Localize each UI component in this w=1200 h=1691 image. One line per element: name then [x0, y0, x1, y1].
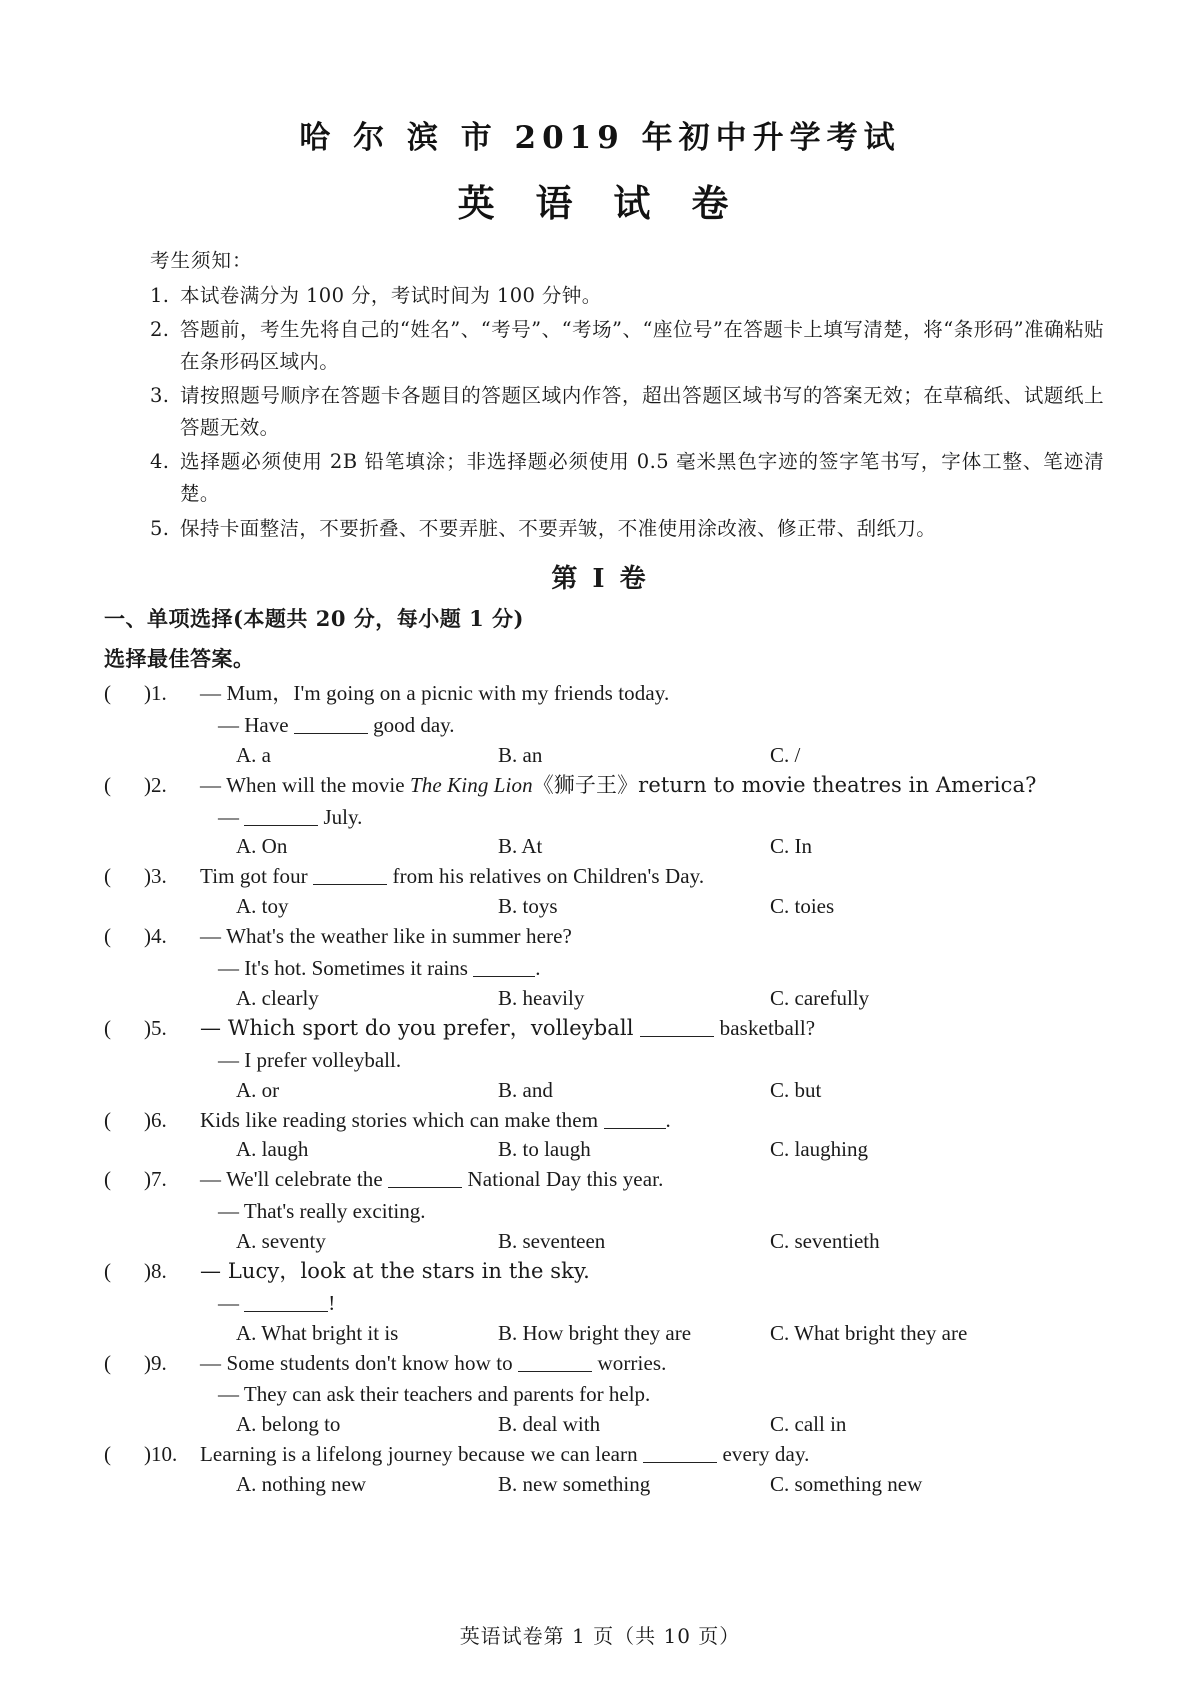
option-c[interactable]: C. toies — [770, 894, 835, 919]
answer-bracket-left[interactable]: ( — [104, 1167, 111, 1192]
answer-blank[interactable] — [388, 1166, 462, 1188]
question-item — [0, 1257, 1200, 1346]
question-stem-part: every day. — [717, 1442, 810, 1467]
option-c[interactable]: C. / — [770, 742, 801, 767]
question-item — [0, 771, 1200, 860]
option-row — [236, 1229, 1200, 1254]
question-stem-part: — That's really exciting. — [218, 1199, 426, 1224]
answer-bracket-left[interactable]: ( — [104, 1258, 111, 1283]
option-row — [236, 1137, 1200, 1162]
question-stem — [200, 1440, 1200, 1470]
answer-bracket-right: )10. — [144, 1442, 178, 1467]
option-a[interactable]: A. or — [236, 1077, 280, 1102]
question-stem-line2 — [218, 1289, 1200, 1319]
notice-item — [150, 446, 1104, 509]
answer-bracket-left[interactable]: ( — [104, 772, 111, 797]
notice-item-text: 请按照题号顺序在答题卡各题目的答题区域内作答，超出答题区域书写的答案无效；在草稿纸、试题纸上答题无效。 — [180, 384, 1104, 439]
option-a[interactable]: A. belong to — [236, 1412, 341, 1437]
notice-item-number: 3. — [150, 384, 170, 408]
question-stem-part: National Day this year. — [462, 1167, 664, 1192]
option-row — [236, 743, 1200, 768]
question-item — [0, 1106, 1200, 1163]
option-row — [236, 894, 1200, 919]
option-b[interactable]: B. an — [498, 742, 543, 767]
question-stem-part: worries. — [592, 1350, 667, 1375]
notice-item-text: 答题前，考生先将自己的“姓名”、“考号”、“考场”、“座位号”在答题卡上填写清楚，将“条形码”准确粘贴在条形码区域内。 — [180, 318, 1104, 373]
answer-blank[interactable] — [313, 863, 387, 885]
option-c[interactable]: C. but — [770, 1077, 822, 1102]
answer-blank[interactable] — [643, 1441, 717, 1463]
question-stem — [200, 1106, 1200, 1136]
question-stem-part: — I prefer volleyball. — [218, 1047, 402, 1072]
notice-item — [150, 513, 1104, 545]
question-stem-part: 《狮子王》return to movie theatres in America? — [532, 772, 1037, 797]
answer-bracket-left[interactable]: ( — [104, 681, 111, 706]
answer-blank[interactable] — [244, 1290, 328, 1312]
answer-bracket-left[interactable]: ( — [104, 1442, 111, 1467]
question-stem-part: July. — [318, 804, 363, 829]
question-stem: — What's the weather like in summer here? — [200, 924, 572, 949]
option-a[interactable]: A. clearly — [236, 985, 319, 1010]
option-a[interactable]: A. toy — [236, 894, 289, 919]
question-stem — [200, 1349, 1200, 1379]
notice-item — [150, 280, 1104, 312]
question-stem-part: Kids like reading stories which can make them — [200, 1107, 604, 1132]
question-list — [0, 679, 1200, 1497]
question-item — [0, 922, 1200, 1011]
question-stem-line2 — [218, 711, 1200, 741]
notice-item — [150, 380, 1104, 443]
question-stem-line2 — [218, 1380, 1200, 1410]
notice-item-number: 4. — [150, 450, 170, 474]
option-row — [236, 1321, 1200, 1346]
option-b[interactable]: B. new something — [498, 1472, 651, 1497]
question-stem-line2 — [218, 803, 1200, 833]
option-a[interactable]: A. laugh — [236, 1137, 309, 1162]
option-b[interactable]: B. to laugh — [498, 1137, 591, 1162]
question-stem-part: — It's hot. Sometimes it rains — [218, 956, 474, 981]
question-item — [0, 862, 1200, 919]
option-c[interactable]: C. laughing — [770, 1137, 868, 1162]
notice-item-text: 本试卷满分为 100 分，考试时间为 100 分钟。 — [180, 283, 602, 307]
question-stem-part: — Have — [218, 713, 294, 738]
option-c[interactable]: C. In — [770, 834, 812, 859]
question-stem-part: ! — [328, 1290, 336, 1315]
question-stem-part: — When will the movie — [200, 772, 411, 797]
option-row — [236, 1412, 1200, 1437]
answer-bracket-right: )8. — [144, 1258, 167, 1283]
answer-blank[interactable] — [294, 712, 368, 734]
question-stem-part: from his relatives on Children's Day. — [387, 864, 705, 889]
page-footer: 英语试卷第 1 页（共 10 页） — [459, 1624, 741, 1648]
option-b[interactable]: B. At — [498, 834, 543, 859]
question-stem-line2 — [218, 1046, 1200, 1076]
section-instruction: 选择最佳答案。 — [104, 646, 255, 672]
question-stem-line2 — [218, 954, 1200, 984]
question-item — [0, 1014, 1200, 1103]
answer-bracket-right: )5. — [144, 1015, 167, 1040]
option-b[interactable]: B. seventeen — [498, 1228, 606, 1253]
page-subtitle: 英 语 试 卷 — [457, 181, 743, 225]
option-b[interactable]: B. deal with — [498, 1412, 601, 1437]
notice-block — [150, 245, 1104, 544]
answer-blank[interactable] — [640, 1015, 714, 1037]
question-stem — [200, 1165, 1200, 1195]
notice-heading: 考生须知： — [150, 249, 253, 272]
page-title: 哈 尔 滨 市 2019 年初中升学考试 — [299, 120, 901, 156]
notice-item-text: 选择题必须使用 2B 铅笔填涂；非选择题必须使用 0.5 毫米黑色字迹的签字笔书写，字体工整、笔迹清楚。 — [180, 450, 1104, 506]
answer-blank[interactable] — [518, 1350, 592, 1372]
notice-item-text: 保持卡面整洁，不要折叠、不要弄脏、不要弄皱，不准使用涂改液、修正带、刮纸刀。 — [180, 516, 937, 540]
answer-bracket-right: )6. — [144, 1107, 167, 1132]
option-a[interactable]: A. seventy — [236, 1228, 326, 1253]
question-stem-part: . — [665, 1107, 671, 1132]
question-stem-part: basketball? — [714, 1015, 816, 1040]
notice-item-number: 2. — [150, 318, 170, 342]
option-row — [236, 986, 1200, 1011]
question-stem-part: — Some students don't know how to — [200, 1350, 519, 1375]
answer-blank[interactable] — [473, 955, 535, 977]
answer-blank[interactable] — [244, 804, 318, 826]
question-item — [0, 1440, 1200, 1497]
answer-bracket-right: )4. — [144, 924, 167, 949]
option-a[interactable]: A. a — [236, 742, 271, 767]
question-stem — [200, 1014, 1200, 1044]
notice-item — [150, 314, 1104, 377]
question-item — [0, 1349, 1200, 1438]
question-stem-part: Learning is a lifelong journey because we can learn — [200, 1442, 644, 1467]
option-c[interactable]: C. something new — [770, 1472, 923, 1497]
answer-bracket-left[interactable]: ( — [104, 864, 111, 889]
answer-bracket-right: )2. — [144, 772, 167, 797]
section-heading-part-one: 一、单项选择(本题共 20 分，每小题 1 分) — [104, 606, 524, 632]
question-stem-part: — — [218, 1290, 245, 1315]
answer-bracket-left[interactable]: ( — [104, 1015, 111, 1040]
option-a[interactable]: A. On — [236, 834, 288, 859]
answer-bracket-right: )7. — [144, 1167, 167, 1192]
option-row — [236, 1078, 1200, 1103]
answer-bracket-right: )3. — [144, 864, 167, 889]
question-stem-part: . — [535, 956, 541, 981]
answer-bracket-right: )1. — [144, 681, 167, 706]
question-item — [0, 1165, 1200, 1254]
question-stem-part: — They can ask their teachers and parents for help. — [218, 1382, 651, 1407]
question-stem-part: — We'll celebrate the — [200, 1167, 389, 1192]
question-stem: — Lucy，look at the stars in the sky. — [200, 1258, 590, 1283]
option-c[interactable]: C. seventieth — [770, 1228, 880, 1253]
answer-bracket-right: )9. — [144, 1350, 167, 1375]
option-a[interactable]: A. What bright it is — [236, 1320, 399, 1345]
question-stem — [200, 771, 1200, 801]
notice-item-number: 5. — [150, 516, 170, 540]
answer-bracket-left[interactable]: ( — [104, 1107, 111, 1132]
option-b[interactable]: B. How bright they are — [498, 1320, 692, 1345]
question-stem-part: Tim got four — [200, 864, 314, 889]
option-c[interactable]: C. What bright they are — [770, 1320, 968, 1345]
option-b[interactable]: B. heavily — [498, 985, 585, 1010]
question-stem: — Mum，I'm going on a picnic with my friends today. — [200, 681, 670, 706]
answer-bracket-left[interactable]: ( — [104, 924, 111, 949]
question-stem-part: — — [218, 804, 245, 829]
answer-bracket-left[interactable]: ( — [104, 1350, 111, 1375]
movie-title-italic: The King Lion — [410, 772, 533, 797]
section-heading-volume-one: 第 I 卷 — [551, 564, 649, 595]
option-a[interactable]: A. nothing new — [236, 1472, 367, 1497]
option-c[interactable]: C. carefully — [770, 985, 870, 1010]
notice-item-number: 1. — [150, 283, 170, 307]
option-b[interactable]: B. and — [498, 1077, 553, 1102]
answer-blank[interactable] — [604, 1107, 666, 1129]
question-stem — [200, 862, 1200, 892]
option-b[interactable]: B. toys — [498, 894, 558, 919]
option-row — [236, 834, 1200, 859]
option-c[interactable]: C. call in — [770, 1412, 847, 1437]
question-item — [0, 679, 1200, 768]
question-stem-part: good day. — [367, 713, 455, 738]
question-stem-part: — Which sport do you prefer，volleyball — [200, 1015, 641, 1040]
question-stem-line2 — [218, 1197, 1200, 1227]
option-row — [236, 1472, 1200, 1497]
